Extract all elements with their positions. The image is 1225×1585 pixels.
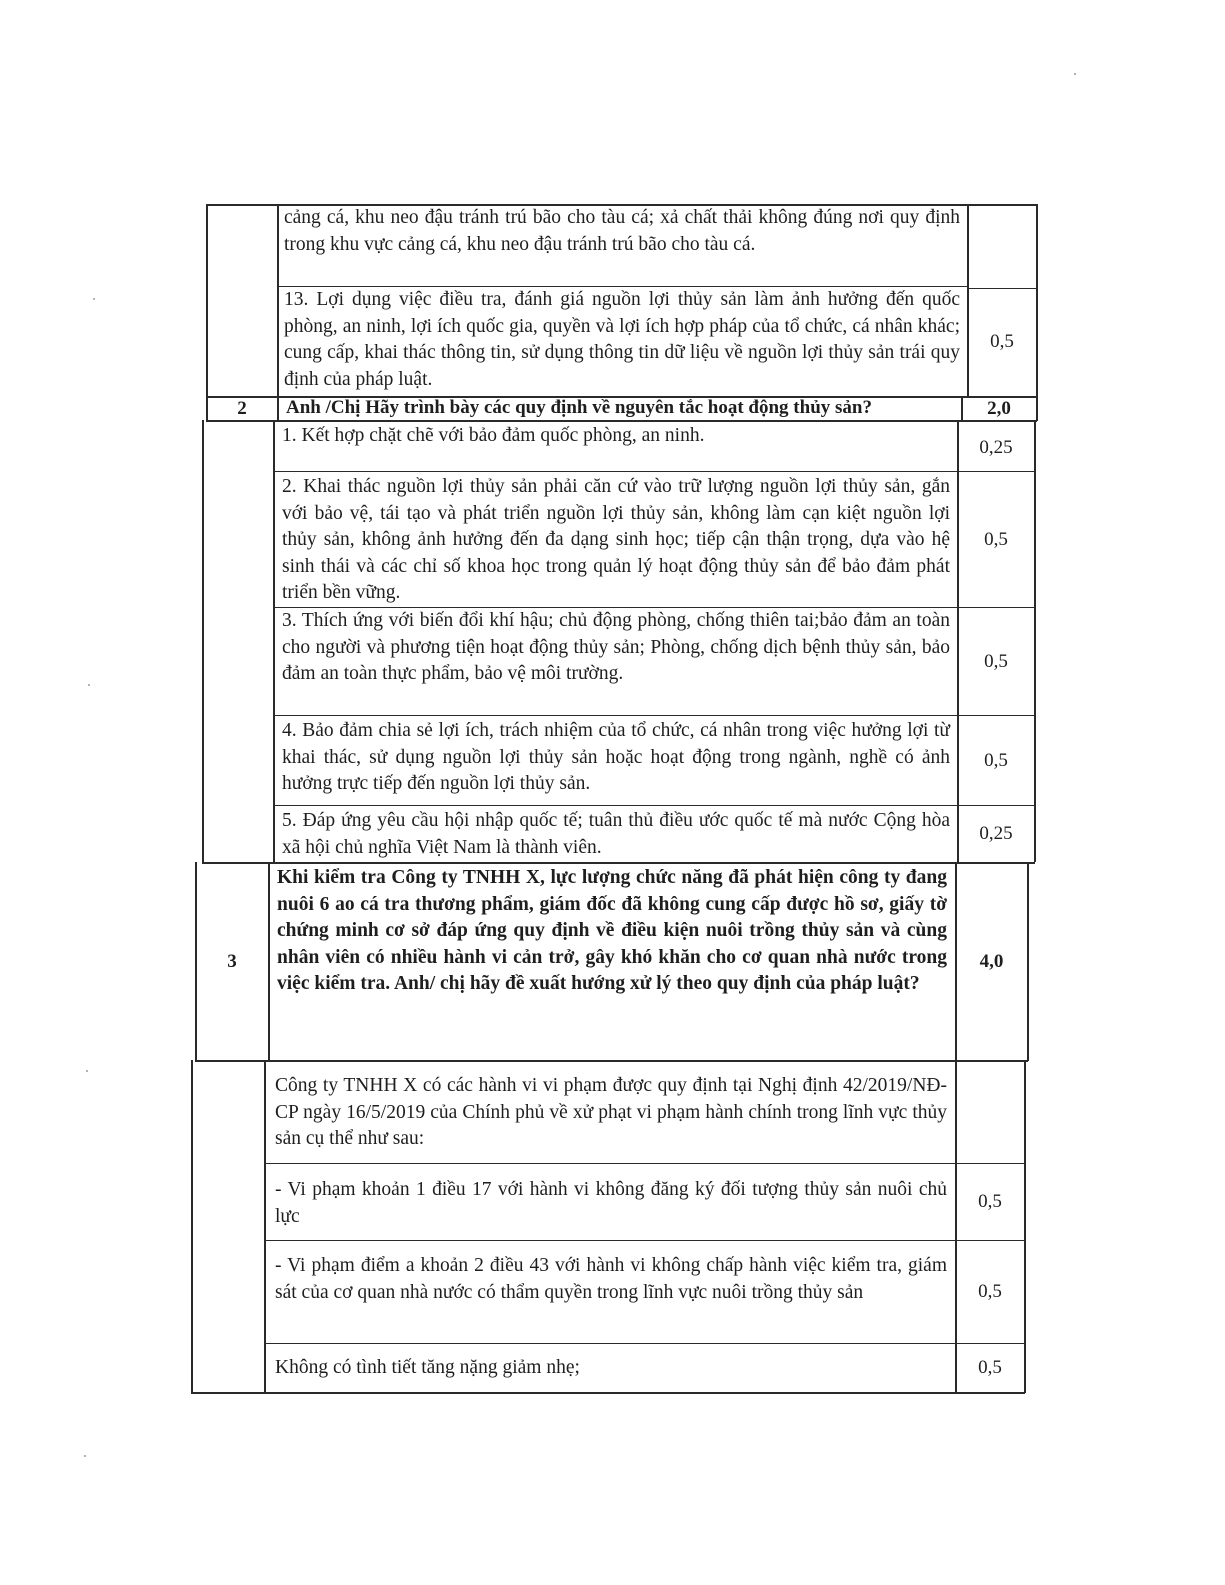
answer-text: 1. Kết hợp chặt chẽ với bảo đảm quốc phòng, an ninh. — [282, 425, 705, 446]
question-number: 2 — [237, 397, 247, 419]
scan-speck — [86, 1070, 88, 1072]
answer-text: 2. Khai thác nguồn lợi thủy sản phải căn cứ vào trữ lượng nguồn lợi thủy sản, gắn với bảo vệ, tái tạo và phát triển nguồn lợi thủy sản, không làm cạn kiệt nguồn lợi thủy sản, không ảnh hưởng đến đa dạng sinh học; tiếp cận thận trọng, dựa vào hệ sinh thái và các chỉ số khoa học trong quản lý hoạt động thủy sản để bảo đảm phát triển bền vững. — [282, 476, 950, 603]
scan-speck — [88, 684, 90, 686]
scan-speck — [93, 298, 95, 300]
answer-text: Công ty TNHH X có các hành vi vi phạm được quy định tại Nghị định 42/2019/NĐ-CP ngày 16/5/2019 của Chính phủ về xử phạt vi phạm hành chính trong lĩnh vực thủy sản cụ thể như sau: — [275, 1075, 947, 1149]
answer-text: 3. Thích ứng với biến đổi khí hậu; chủ động phòng, chống thiên tai;bảo đảm an toàn cho người và phương tiện hoạt động thủy sản; Phòng, chống dịch bệnh thủy sản, bảo đảm an toàn thực phẩm, bảo vệ môi trường. — [282, 610, 950, 684]
score-cell: 0,5 — [978, 1357, 1002, 1378]
question-score: 4,0 — [979, 950, 1004, 972]
score-cell: 0,5 — [978, 1191, 1002, 1212]
scan-speck — [84, 1455, 86, 1457]
question-number: 3 — [227, 950, 237, 972]
answer-text: - Vi phạm điểm a khoản 2 điều 43 với hành vi không chấp hành việc kiểm tra, giám sát của cơ quan nhà nước có thẩm quyền trong lĩnh vực nuôi trồng thủy sản — [275, 1255, 947, 1303]
answer-text: 5. Đáp ứng yêu cầu hội nhập quốc tế; tuân thủ điều ước quốc tế mà nước Cộng hòa xã hội chủ nghĩa Việt Nam là thành viên. — [282, 810, 950, 858]
answer-text: cảng cá, khu neo đậu tránh trú bão cho tàu cá; xả chất thải không đúng nơi quy định trong khu vực cảng cá, khu neo đậu tránh trú bão cho tàu cá. — [284, 207, 960, 255]
score-cell: 0,25 — [979, 437, 1013, 458]
score-cell: 0,5 — [984, 749, 1008, 771]
question-text: Khi kiểm tra Công ty TNHH X, lực lượng chức năng đã phát hiện công ty đang nuôi 6 ao cá tra thương phẩm, giám đốc đã không cung cấp được hồ sơ, giấy tờ chứng minh cơ sở đáp ứng quy định về điều kiện nuôi trồng thủy sản và cùng nhân viên có nhiều hành vi cản trở, gây khó khăn cho cơ quan nhà nước trong việc kiểm tra. Anh/ chị hãy đề xuất hướng xử lý theo quy định của pháp luật? — [277, 867, 947, 994]
score-cell: 0,5 — [984, 650, 1008, 672]
question-text: Anh /Chị Hãy trình bày các quy định về nguyên tắc hoạt động thủy sản? — [286, 397, 872, 418]
score-cell: 0,25 — [979, 823, 1013, 844]
answer-text: 4. Bảo đảm chia sẻ lợi ích, trách nhiệm của tổ chức, cá nhân trong việc hưởng lợi từ khai thác, sử dụng nguồn lợi thủy sản hoặc hoạt động trong ngành, nghề có ảnh hưởng trực tiếp đến nguồn lợi thủy sản. — [282, 720, 950, 794]
answer-text: - Vi phạm khoản 1 điều 17 với hành vi không đăng ký đối tượng thủy sản nuôi chủ lực — [275, 1179, 947, 1227]
score-cell: 0,5 — [984, 528, 1008, 550]
score-cell: 0,5 — [978, 1281, 1002, 1302]
answer-text: Không có tình tiết tăng nặng giảm nhẹ; — [275, 1357, 580, 1378]
answer-text: 13. Lợi dụng việc điều tra, đánh giá nguồn lợi thủy sản làm ảnh hưởng đến quốc phòng, an ninh, lợi ích quốc gia, quyền và lợi ích hợp pháp của tổ chức, cá nhân khác; cung cấp, khai thác thông tin, sử dụng thông tin dữ liệu về nguồn lợi thủy sản trái quy định của pháp luật. — [284, 289, 960, 390]
question-score: 2,0 — [987, 397, 1011, 419]
score-cell: 0,5 — [990, 331, 1014, 352]
scan-speck — [1074, 73, 1076, 75]
